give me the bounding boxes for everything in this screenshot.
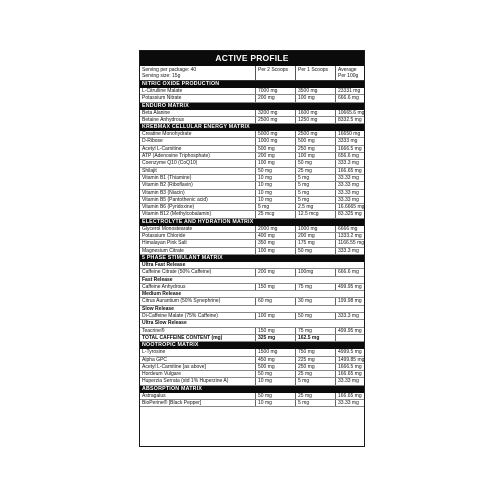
section-header: NOOTROPIC MATRIX <box>140 342 364 349</box>
amount-per-100g: 33.33 mg <box>335 182 364 188</box>
ingredient-name: Acetyl L-Carnitine [as above] <box>142 363 206 370</box>
ingredient-name: Hordeum Vulgare <box>142 371 182 378</box>
ingredient-name: Potassium Nitrate <box>142 95 182 102</box>
amount-2-scoops: 10 mg <box>255 175 295 181</box>
amount-per-100g: 166.65 mg <box>335 371 364 377</box>
amount-per-100g: 166.65 mg <box>335 393 364 399</box>
amount-1-scoop: 25 mg <box>295 371 335 377</box>
ingredient-name: Vitamin B1 (Thiamine) <box>142 174 192 181</box>
ingredient-name: Teacrine® <box>142 327 165 334</box>
ingredient-row <box>140 95 364 102</box>
amount-2-scoops: 200 mg <box>255 153 295 159</box>
amount-1-scoop: 25 mg <box>295 393 335 399</box>
amount-2-scoops: 1000 mg <box>255 138 295 144</box>
ingredient-name: Beta Alanine <box>142 109 171 116</box>
amount-per-100g: 8332.5 mg <box>335 117 364 123</box>
amount-2-scoops: 325 mg <box>255 335 295 341</box>
ingredient-row <box>140 248 364 255</box>
amount-1-scoop: 100 mg <box>295 95 335 101</box>
amount-per-100g: 16.6665 mg <box>335 204 364 210</box>
ingredient-name: Shilajit <box>142 167 157 174</box>
amount-per-100g: 16650 mg <box>335 131 364 137</box>
ingredient-row <box>140 240 364 247</box>
col-header-1-scoop: Per 1 Scoops <box>295 66 335 80</box>
amount-per-100g: 1499.85 mg <box>335 357 364 363</box>
ingredient-name: Potassium Chloride <box>142 233 186 240</box>
release-phase-label: Slow Release <box>140 306 364 313</box>
amount-2-scoops: 50 mg <box>255 168 295 174</box>
amount-per-100g: 83.325 mg <box>335 211 364 217</box>
amount-per-100g: 499.95 mg <box>335 284 364 290</box>
ingredient-row <box>140 335 364 342</box>
amount-1-scoop: 25 mg <box>295 168 335 174</box>
ingredient-row <box>140 328 364 335</box>
ingredient-row <box>140 357 364 364</box>
ingredient-row <box>140 284 364 291</box>
amount-1-scoop: 5 mg <box>295 175 335 181</box>
amount-2-scoops: 7000 mg <box>255 88 295 94</box>
ingredient-table <box>140 81 364 407</box>
ingredient-name: L-Citrulline Malate <box>142 88 183 94</box>
ingredient-row <box>140 190 364 197</box>
amount-2-scoops: 500 mg <box>255 364 295 370</box>
amount-per-100g: 33.33 mg <box>335 400 364 406</box>
amount-per-100g: 166.65 mg <box>335 168 364 174</box>
amount-2-scoops: 1500 mg <box>255 349 295 355</box>
amount-1-scoop: 5 mg <box>295 182 335 188</box>
amount-per-100g <box>335 335 364 341</box>
section-header: 5 PHASE STIMULANT MATRIX <box>140 255 364 262</box>
amount-1-scoop: 5 mg <box>295 190 335 196</box>
amount-2-scoops: 500 mg <box>255 146 295 152</box>
amount-1-scoop: 1250 mg <box>295 117 335 123</box>
amount-per-100g: 333.3 mg <box>335 248 364 254</box>
ingredient-name: Huperzia Serrata (std 1% Huperzine A) <box>142 378 229 385</box>
amount-1-scoop: 12.5 mcg <box>295 211 335 217</box>
amount-2-scoops: 400 mg <box>255 233 295 239</box>
ingredient-row <box>140 182 364 189</box>
amount-1-scoop: 2500 mg <box>295 131 335 137</box>
ingredient-row <box>140 197 364 204</box>
ingredient-name: TOTAL CAFFEINE CONTENT (mg) <box>142 334 223 341</box>
ingredient-row <box>140 364 364 371</box>
ingredient-row <box>140 298 364 305</box>
amount-1-scoop: 200 mg <box>295 233 335 239</box>
ingredient-row <box>140 378 364 385</box>
ingredient-row <box>140 146 364 153</box>
amount-1-scoop: 1000 mg <box>295 226 335 232</box>
amount-2-scoops: 2500 mg <box>255 117 295 123</box>
amount-2-scoops: 200 mg <box>255 95 295 101</box>
serving-size: Serving size: 15g <box>142 73 181 79</box>
ingredient-name: D-Ribose <box>142 138 163 145</box>
supplement-facts-label <box>139 50 365 447</box>
col-header-2-scoops: Per 2 Scoops <box>255 66 295 80</box>
amount-1-scoop: 250 mg <box>295 146 335 152</box>
col-header-per-100g: Average Per 100g <box>335 66 364 80</box>
release-phase-label: Ultra Fast Release <box>140 262 364 269</box>
ingredient-name: Vitamin B12 (Methylcobalamin) <box>142 211 212 218</box>
amount-2-scoops: 100 mg <box>255 248 295 254</box>
ingredient-row <box>140 211 364 218</box>
amount-1-scoop: 5 mg <box>295 197 335 203</box>
amount-1-scoop: 225 mg <box>295 357 335 363</box>
amount-2-scoops: 10 mg <box>255 190 295 196</box>
ingredient-row <box>140 110 364 117</box>
amount-1-scoop: 1600 mg <box>295 110 335 116</box>
amount-2-scoops: 5000 mg <box>255 131 295 137</box>
ingredient-row <box>140 269 364 276</box>
section-header: ELECTROLYTE AND HYDRATION MATRIX <box>140 219 364 226</box>
amount-1-scoop: 30 mg <box>295 298 335 304</box>
ingredient-name: Coenzyme Q10 (CoQ10) <box>142 160 198 167</box>
ingredient-name: Caffeine Anhydrous <box>142 283 186 290</box>
ingredient-name: Di-Caffeine Malate (75% Caffeine) <box>142 313 218 320</box>
amount-1-scoop: 2.5 mg <box>295 204 335 210</box>
section-header: ENDURO MATRIX <box>140 103 364 110</box>
ingredient-name: Acetyl L-Carnitine <box>142 145 182 152</box>
amount-per-100g: 23331 mg <box>335 88 364 94</box>
ingredient-row <box>140 175 364 182</box>
amount-per-100g: 333.3 mg <box>335 160 364 166</box>
amount-2-scoops: 2000 mg <box>255 226 295 232</box>
release-phase-label: Fast Release <box>140 277 364 284</box>
amount-1-scoop: 100 mg <box>295 153 335 159</box>
amount-2-scoops: 3200 mg <box>255 110 295 116</box>
ingredient-name: Vitamin B2 (Riboflavin) <box>142 182 193 189</box>
amount-1-scoop: 50 mg <box>295 160 335 166</box>
ingredient-name: Magnesium Citrate <box>142 247 184 254</box>
amount-per-100g: 4999.5 mg <box>335 349 364 355</box>
ingredient-name: Caffeine Citrate (50% Caffeine) <box>142 269 212 276</box>
ingredient-row <box>140 160 364 167</box>
amount-1-scoop: 75 mg <box>295 328 335 334</box>
amount-2-scoops: 10 mg <box>255 400 295 406</box>
amount-2-scoops: 5 mg <box>255 204 295 210</box>
amount-per-100g: 333.3 mg <box>335 313 364 319</box>
amount-2-scoops: 10 mg <box>255 197 295 203</box>
ingredient-name: Astragalus <box>142 392 166 399</box>
amount-2-scoops: 350 mg <box>255 240 295 246</box>
amount-per-100g: 3333 mg <box>335 138 364 144</box>
ingredient-row <box>140 117 364 124</box>
serving-header <box>140 66 364 81</box>
amount-1-scoop: 5 mg <box>295 400 335 406</box>
ingredient-row <box>140 400 364 407</box>
amount-per-100g: 656.6 mg <box>335 153 364 159</box>
ingredient-row <box>140 204 364 211</box>
amount-2-scoops: 10 mg <box>255 182 295 188</box>
amount-per-100g: 1166.55 mg <box>335 240 364 246</box>
amount-2-scoops: 60 mg <box>255 298 295 304</box>
amount-2-scoops: 150 mg <box>255 284 295 290</box>
ingredient-name: Citrus Aurantium (50% Synephrine) <box>142 298 221 305</box>
amount-2-scoops: 25 mcg <box>255 211 295 217</box>
servings-per-package: Serving per package: 40 <box>142 67 197 73</box>
amount-1-scoop: 3500 mg <box>295 88 335 94</box>
ingredient-name: Himalayan Pink Salt <box>142 240 187 247</box>
section-header: ABSORPTION MATRIX <box>140 386 364 393</box>
amount-per-100g: 1333.2 mg <box>335 233 364 239</box>
ingredient-name: Alpha GPC <box>142 356 168 363</box>
ingredient-row <box>140 233 364 240</box>
amount-2-scoops: 10 mg <box>255 378 295 384</box>
amount-1-scoop: 250 mg <box>295 364 335 370</box>
ingredient-row <box>140 349 364 356</box>
section-header: KREBMAX CELLULAR ENERGY MATRIX <box>140 124 364 131</box>
amount-2-scoops: 100 mg <box>255 160 295 166</box>
ingredient-row <box>140 393 364 400</box>
amount-1-scoop: 750 mg <box>295 349 335 355</box>
ingredient-row <box>140 138 364 145</box>
ingredient-name: Creatine Monohydrate <box>142 131 192 138</box>
amount-per-100g: 33.33 mg <box>335 378 364 384</box>
amount-2-scoops: 50 mg <box>255 393 295 399</box>
release-phase-label: Medium Release <box>140 291 364 298</box>
ingredient-name: BioPerine® [Black Pepper] <box>142 399 202 406</box>
ingredient-name: Vitamin B6 (Pyridoxine) <box>142 204 195 211</box>
amount-1-scoop: 50 mg <box>295 248 335 254</box>
ingredient-row <box>140 226 364 233</box>
amount-per-100g: 33.33 mg <box>335 190 364 196</box>
amount-per-100g: 499.95 mg <box>335 328 364 334</box>
ingredient-name: L-Tyrosine <box>142 349 166 356</box>
ingredient-name: Vitamin B3 (Niacin) <box>142 189 185 196</box>
amount-2-scoops: 450 mg <box>255 357 295 363</box>
ingredient-row <box>140 313 364 320</box>
ingredient-name: Vitamin B5 (Pantothenic acid) <box>142 196 208 203</box>
label-title: ACTIVE PROFILE <box>140 51 364 66</box>
ingredient-row <box>140 153 364 160</box>
amount-per-100g: 1666.5 mg <box>335 364 364 370</box>
amount-per-100g: 666.6 mg <box>335 95 364 101</box>
amount-per-100g: 1666.5 mg <box>335 146 364 152</box>
amount-1-scoop: 100mg <box>295 269 335 275</box>
ingredient-row <box>140 371 364 378</box>
section-header: NITRIC OXIDE PRODUCTION <box>140 81 364 88</box>
ingredient-row <box>140 168 364 175</box>
amount-1-scoop: 175 mg <box>295 240 335 246</box>
ingredient-row <box>140 131 364 138</box>
amount-per-100g: 33.33 mg <box>335 175 364 181</box>
amount-1-scoop: 162.5 mg <box>295 335 335 341</box>
amount-1-scoop: 5 mg <box>295 378 335 384</box>
amount-per-100g: 6666 mg <box>335 226 364 232</box>
amount-per-100g: 33.33 mg <box>335 197 364 203</box>
amount-per-100g: 666.6 mg <box>335 269 364 275</box>
amount-2-scoops: 100 mg <box>255 313 295 319</box>
release-phase-label: Ultra Slow Release <box>140 320 364 327</box>
ingredient-name: Glycerol Monostearate <box>142 225 193 232</box>
amount-per-100g: 199.98 mg <box>335 298 364 304</box>
amount-1-scoop: 75 mg <box>295 284 335 290</box>
amount-per-100g: 10665.6 mg <box>335 110 364 116</box>
amount-1-scoop: 50 mg <box>295 313 335 319</box>
ingredient-row <box>140 88 364 95</box>
amount-2-scoops: 200 mg <box>255 269 295 275</box>
ingredient-name: ATP (Adenosine Triphosphate) <box>142 153 210 160</box>
amount-2-scoops: 50 mg <box>255 371 295 377</box>
amount-2-scoops: 150 mg <box>255 328 295 334</box>
amount-1-scoop: 500 mg <box>295 138 335 144</box>
ingredient-name: Betaine Anhydrous <box>142 116 184 123</box>
